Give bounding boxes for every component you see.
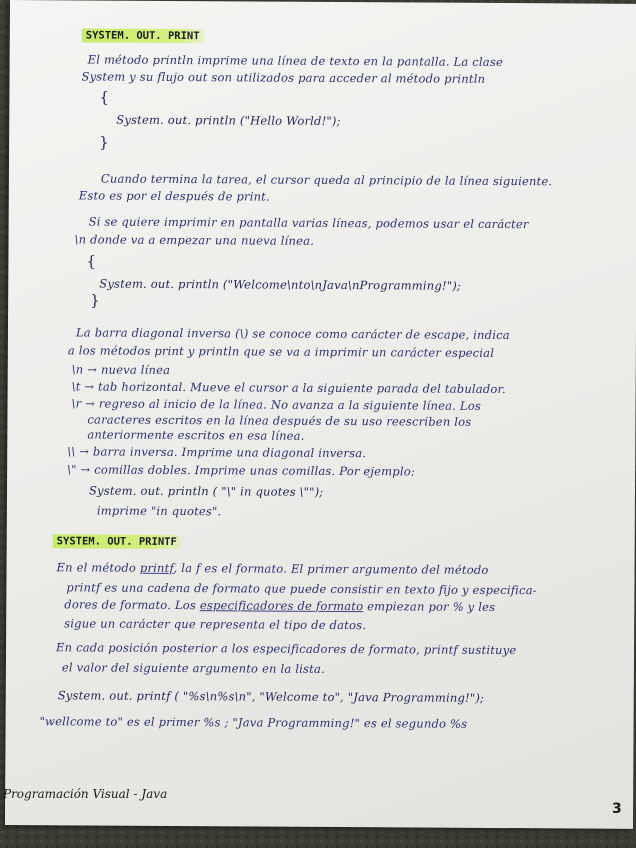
- multi-line-1: Si se quiere imprimir en pantalla varias líneas, podemos usar el carácter: [88, 214, 529, 232]
- multi-line-2: \n donde va a empezar una nueva línea.: [74, 232, 315, 248]
- cursor-line-1: Cuando termina la tarea, el cursor queda al principio de la línea siguiente.: [100, 171, 553, 189]
- format-specifiers-term: especificadores de formato: [199, 598, 364, 614]
- intro-line-2: System y su flujo out son utilizados para acceder al método println: [81, 69, 486, 86]
- escape-newline: \n → nueva línea: [71, 362, 171, 377]
- code-brace-close-2: }: [90, 291, 100, 310]
- printf-p1-line-4: sigue un carácter que representa el tipo de datos.: [64, 616, 367, 633]
- code-brace-close: }: [99, 133, 109, 152]
- code-welcome: System. out. println ("Welcome\nto\nJava\nProgramming!");: [99, 276, 462, 293]
- printf-p1-line-1-end: , la f es el formato. El primer argumento del método: [173, 561, 489, 577]
- escape-line-2: a los métodos print y println que se va a imprimir un carácter especial: [67, 343, 495, 360]
- printf-p1-line-3-start: dores de formato. Los: [64, 597, 197, 613]
- printf-p2-line-2: el valor del siguiente argumento en la lista.: [61, 660, 325, 676]
- escape-backslash: \\ → barra inversa. Imprime una diagonal inversa.: [67, 444, 367, 461]
- escape-line-1: La barra diagonal inversa (\) se conoce como carácter de escape, indica: [75, 325, 510, 343]
- printf-p1-line-2: printf es una cadena de formato que puede consistir en texto fijo y especifica-: [66, 580, 537, 598]
- escape-return-2: caracteres escritos en la línea después de su uso reescriben los: [87, 412, 472, 429]
- prints-quotes: imprime "in quotes".: [96, 503, 222, 519]
- code-brace-open: {: [99, 88, 110, 107]
- code-hello-world: System. out. println ("Hello World!");: [116, 112, 341, 129]
- intro-line-1: El método println imprime una línea de texto en la pantalla. La clase: [87, 52, 504, 70]
- printf-p1-line-3: [64, 597, 495, 614]
- printf-p2-line-1: En cada posición posterior a los especificadores de formato, printf sustituye: [56, 640, 517, 658]
- printf-explanation: "wellcome to" es el primer %s ; "Java Programming!" es el segundo %s: [39, 714, 468, 731]
- printf-p1-line-1-start: En el método: [56, 560, 137, 575]
- escape-tab: \t → tab horizontal. Mueve el cursor a la siguiente parada del tabulador.: [71, 379, 506, 397]
- code-brace-open-2: {: [86, 252, 97, 271]
- page-number: 3: [612, 801, 622, 817]
- cursor-line-2: Esto es por el después de print.: [78, 188, 270, 204]
- printf-p1-line-1: [56, 560, 488, 577]
- escape-quote: \" → comillas dobles. Imprime unas comillas. Por ejemplo:: [67, 462, 415, 479]
- footer-subject: Programación Visual - Java: [3, 787, 168, 801]
- section-heading-printf: SYSTEM. OUT. PRINTF: [53, 534, 181, 549]
- printf-p1-line-3-end: empiezan por % y les: [367, 599, 496, 614]
- code-quotes: System. out. println ( "\" in quotes \"");: [88, 483, 324, 499]
- printf-method-term: printf: [139, 560, 174, 576]
- escape-return-3: anteriormente escritos en esa línea.: [87, 427, 305, 443]
- notebook-page: [5, 0, 636, 829]
- section-heading-print: SYSTEM. OUT. PRINT: [82, 28, 204, 43]
- code-printf: System. out. printf ( "%s\n%s\n", "Welcome to", "Java Programming!");: [57, 688, 485, 705]
- escape-return-1: \r → regreso al inicio de la línea. No avanza a la siguiente línea. Los: [71, 396, 481, 413]
